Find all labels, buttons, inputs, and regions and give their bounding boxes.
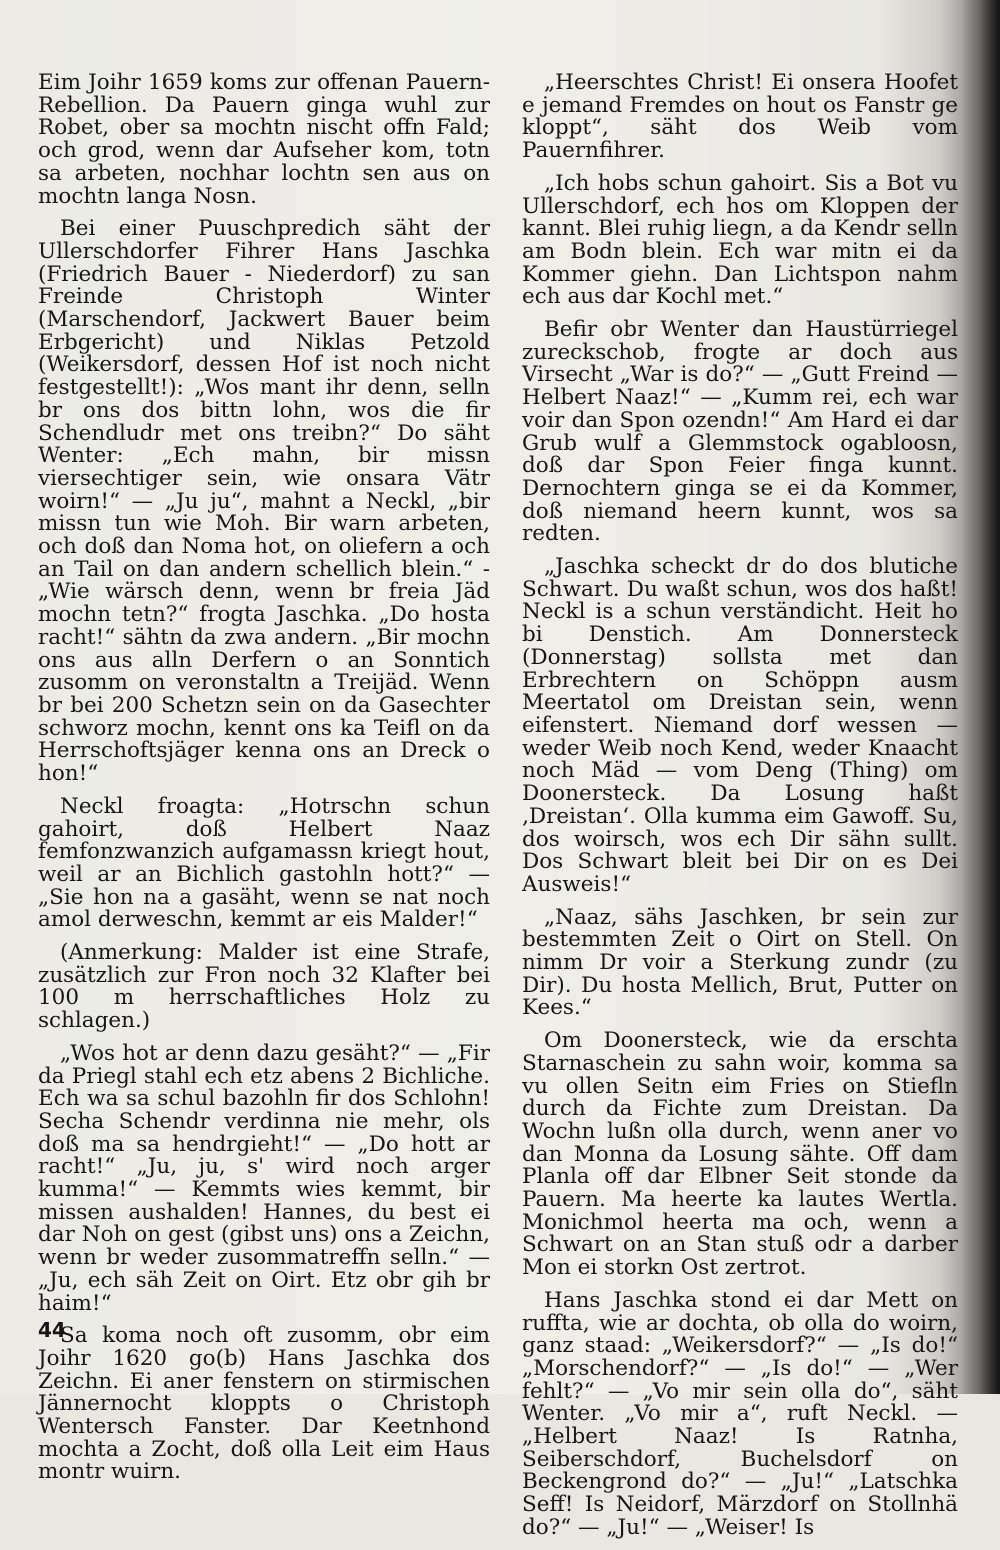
paragraph: Hans Jaschka stond ei dar Mett on ruffta, wie ar dochta, ob olla do woirn, ganz staad: „Weikersdorf?“ — „Is do!“ „Morschendorf?“ — „Is do!“ — „Wer fehlt?“ — „Vo mir sein olla do“, säht Wenter. „Vo mir a“, ruft Neckl. — „Helbert Naaz! Is Ratnha, Seiberschdorf, Buchelsdorf on Beckengrond do?“ — „Ju!“ „Latschka Seff! Is Neidorf, Märzdorf on Stollnhä do?“ — „Ju!“ — „Weiser! Is (522, 1287, 958, 1540)
paragraph: Bei einer Puuschpredich säht der Ullerschdorfer Fihrer Hans Jaschka (Friedrich Bauer - Niederdorf) zu san Freinde Christoph Winter (Marschendorf, Jackwert Bauer beim Erbgericht) und Niklas Petzold (Weikersdorf, dessen Hof ist noch nicht festgestellt!): „Wos mant ihr denn, selln br ons dos bittn lohn, wos die fir Schendludr met ons treibn?“ Do säht Wenter: „Ech mahn, bir missn viersechtiger sein, wie onsara Vätr woirn!“ — „Ju ju“, mahnt a Neckl, „bir missn tun wie Moh. Bir warn arbeten, och doß dan Noma hot, on oliefern a och an Tail on dan andern schellich blein.“ - „Wie wärsch denn, wenn br freia Jäd mochn tetn?“ frogta Jaschka. „Do hosta racht!“ sähtn da zwa andern. „Bir mochn ons aus alln Derfern o an Sonntich zusomm on veronstaltn a Treijäd. Wenn br bei 200 Schetzn sein on da Gasechter schworz mochn, kennt ons ka Teifl on da Herrschoftsjäger kenna ons an Dreck o hon!“ (38, 216, 490, 787)
paragraph: „Naaz, sähs Jaschken, br sein zur bestemmten Zeit o Oirt on Stell. On nimm Dr voir a Sterkung zundr (zu Dir). Du hosta Mellich, Brut, Putter on Kees.“ (522, 904, 958, 1021)
left-text-column (38, 72, 490, 1494)
paragraph: „Wos hot ar denn dazu gesäht?“ — „Fir da Priegl stahl ech etz abens 2 Bichliche. Ech wa sa schul bazohln fir dos Schlohn! Secha Schendr verdinna nie mehr, ols doß ma sa hendrgieht!“ — „Do hott ar racht!“ „Ju, ju, s' wird noch arger kumma!“ — Kemmts wies kemmt, bir missen aushalden! Hannes, du best ei dar Noh on gest (gibst uns) ons a Zeichn, wenn br weder zusommatreffn selln.“ — „Ju, ech säh Zeit on Oirt. Etz obr gih br haim!“ (38, 1040, 490, 1316)
binding-shadow (960, 0, 1000, 1394)
paragraph: „Heerschtes Christ! Ei onsera Hoofet e jemand Fremdes on hout os Fanstr ge kloppt“, säht dos Weib vom Pauernfihrer. (522, 70, 958, 164)
paragraph: Neckl froagta: „Hotrschn schun gahoirt, doß Helbert Naaz femfonzwanzich aufgamassn kriegt hout, weil ar an Bichlich gastohln hott?“ — „Sie hon na a gasäht, wenn se nat noch amol derweschn, kemmt ar eis Malder!“ (38, 793, 490, 933)
right-text-column (522, 72, 958, 1550)
paragraph: Sa koma noch oft zusomm, obr eim Joihr 1620 go(b) Hans Jaschka dos Zeichn. Ei aner fenstern on stirmischen Jännernocht kloppts o Christoph Wentersch Fanster. Dar Keetnhond mochta a Zocht, doß olla Leit eim Haus montr wuirn. (38, 1323, 490, 1485)
paragraph: Eim Joihr 1659 koms zur offenan Pauern-Rebellion. Da Pauern ginga wuhl zur Robet, ober sa mochtn nischt offn Fald; och grod, wenn dar Aufseher kom, totn sa arbeten, nochhar lochtn sen aus on mochtn langa Nosn. (38, 70, 490, 209)
paragraph: Om Doonersteck, wie da erschta Starnaschein zu sahn woir, komma sa vu ollen Seitn eim Fries on Stiefln durch da Fichte zum Dreistan. Da Wochn lußn olla durch, wenn aner vo dan Monna da Losung sähte. Off dam Planla off dar Elbner Seit stonde da Pauern. Ma heerte ka lautes Wertla. Monichmol heerta ma och, wenn a Schwart on an Stan stuß odr a darber Mon ei storkn Ost zertrot. (522, 1028, 958, 1281)
page-number: 44 (38, 1318, 66, 1342)
paragraph: (Anmerkung: Malder ist eine Strafe, zusätzlich zur Fron noch 32 Klafter bei 100 m herrschaftliches Holz zu schlagen.) (38, 940, 490, 1034)
paragraph: „Ich hobs schun gahoirt. Sis a Bot vu Ullerschdorf, ech hos om Kloppen der kannt. Blei ruhig liegn, a da Kendr selln am Bodn blein. Ech war mitn ei da Kommer giehn. Dan Lichtspon nahm ech aus dar Kochl met.“ (522, 170, 958, 310)
paragraph: Befir obr Wenter dan Haustürriegel zureckschob, frogte ar doch aus Virsecht „War is do?“ — „Gutt Freind — Helbert Naaz!“ — „Kumm rei, ech war voir dan Spon ozendn!“ Am Hard ei dar Grub wulf a Glemmstock ogabloosn, doß dar Spon Feier finga kunnt. Dernochtern ginga se ei da Kommer, doß niemand heern kunnt, wos sa redten. (522, 317, 958, 547)
paragraph: „Jaschka scheckt dr do dos blutiche Schwart. Du waßt schun, wos dos haßt! Neckl is a schun verständicht. Heit ho bi Denstich. Am Donnersteck (Donnerstag) sollsta met dan Erbrechtern on Schöppn ausm Meertatol om Dreistan sein, wenn eifenstert. Niemand dorf wessen — weder Weib noch Kend, weder Knaacht noch Mäd — vom Deng (Thing) om Doonersteck. Da Losung haßt ‚Dreistan‘. Olla kumma eim Gawoff. Su, dos woirsch, wos ech Dir sähn sullt. Dos Schwart bleit bei Dir on es Dei Ausweis!“ (522, 554, 958, 897)
